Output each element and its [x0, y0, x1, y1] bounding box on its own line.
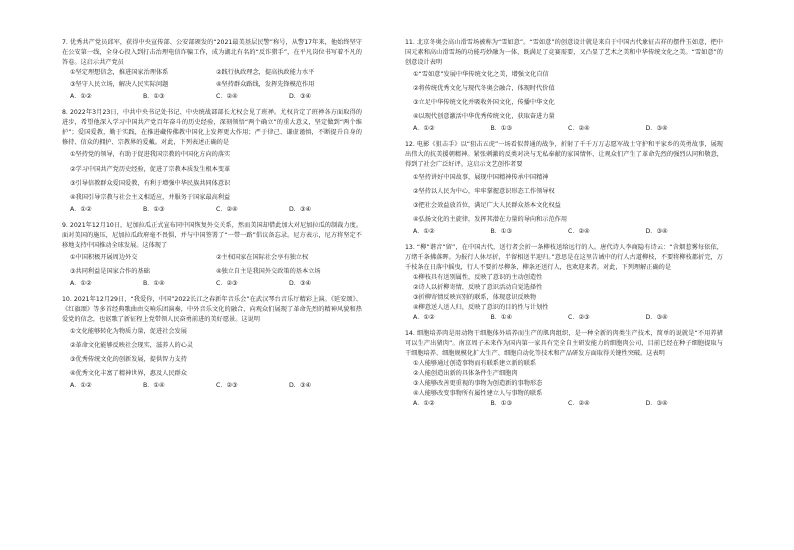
option: ②主权国家在国际社会享有独立权 — [216, 253, 309, 261]
option: ③人能够改善更重视的事物为创造新的事物形态 — [413, 380, 543, 388]
answer-choice: D．③④ — [645, 400, 668, 408]
question-stem: 8. 2022年3月23日，中共中央书记处书记、中央统战部部长尤权会见了班禅。尤权肯定了班禅各方面取得的进步，希望他深入学习中国共产党百年奋斗的历史经验，深刻领悟“两个确立”的重大意义，坚定做到“两个维护”；爱国爱教，勤于实践，在推进藏传佛教中国化上发挥更大作用；严于律己、谦虚谨慎，不断提升自身的修持、信众的拥护、宗教界的爱戴。对此，下列表述正确的是 — [62, 109, 362, 147]
option: ①坚持党的领导，有助于促进我国宗教的中国化方向的落实 — [70, 151, 231, 159]
option: ②坚持以人民为中心，牢牢掌握意识形态工作领导权 — [413, 187, 555, 195]
question-stem: 12. 电影《狙击手》以“狙击五虎”一场看似普通的战争，折射了千千万万志愿军战士守护和平家乡的英勇故事，展现出伟大的抗美援朝精神。紧张刺激的反类对决与无私奉献的家国情怀，让观众们产生了革命先烈的强烈认同和敬意，得到了社会广泛好评。这启示文艺创作者要 — [405, 141, 723, 169]
answer-choice: C．②④ — [216, 205, 238, 213]
option: ③引导信教群众爱国爱教，有利于增强中华民族共同体意识 — [70, 179, 231, 187]
answer-choice: D．③④ — [289, 93, 312, 101]
answer-choice: C．②③ — [216, 279, 238, 287]
answer-choice: C．②④ — [568, 227, 590, 235]
answer-choice: B．①③ — [490, 125, 513, 133]
question-8 — [62, 108, 362, 214]
answer-choice: C．②③ — [568, 314, 590, 322]
option: ①柳枝具有送别属性，反映了意识的主动创造性 — [413, 273, 543, 281]
option-row — [62, 253, 362, 263]
answer-choice: A．①② — [70, 279, 92, 287]
left-column — [62, 38, 362, 397]
option: ①“雪如意”发展中华传统文化之美，增强文化自信 — [413, 71, 549, 79]
question-12 — [405, 140, 723, 236]
answer-choices — [62, 381, 362, 391]
option: ②革命文化能够反映社会现实，滋养人的心灵 — [70, 342, 194, 350]
option: ④以现代创意激活中华优秀传统文化，获取奋进力量 — [413, 113, 555, 121]
option: ①中国积极开展周边外交 — [70, 253, 138, 261]
question-7 — [62, 38, 362, 102]
option: ②学习中国共产党历史经验，促进了宗教本质发生根本变革 — [70, 165, 231, 173]
question-stem: 13. “柳”谐音“留”，在中国古代，送行者会折一条柳枝送给远行的人。唐代诗人李商隐有诗云：“含烟惹雾每依依，万绪千条拂落晖。为报行人休尽折，半留相送半迎归。”意思是在这里告诫中的行人古道柳枝，不要将柳枝都折完，万千枝条在日落中摇曳，行人不要折尽柳条，柳条还送行人，也欢迎来者。对此，下列理解正确的是 — [405, 243, 723, 271]
answer-choice: B．①③ — [490, 227, 513, 235]
question-14 — [405, 329, 723, 409]
option: ②诗人以折柳寄情，反映了意识活动自觉选择性 — [413, 283, 543, 291]
answer-choice: D．③④ — [645, 227, 668, 235]
option: ④人能够改变事物所有属性建立人与事物的联系 — [413, 390, 543, 398]
option: ④柳意送人送人归，反映了意识的目的性与计划性 — [413, 304, 549, 312]
answer-choice: D．③④ — [289, 279, 312, 287]
option: ③立足中华传统文化并吸收外国文化，传播中华文化 — [413, 99, 555, 107]
option: ②践行执政理念，提高执政能力水平 — [216, 69, 315, 77]
option: ①人能够通过创造事物而有联系建立新的联系 — [413, 360, 537, 368]
question-stem: 9. 2021年12月10日，尼加拉瓜正式宣布同中国恢复外交关系，然而美国却借此加大对尼加拉瓜的制裁力度。面对美国的施压，尼加拉瓜政府毫不畏惧，并与中国签署了“一带一路”倡议备忘录。尼方表示，尼方将坚定不移地支持中国推动全球发展。这体现了 — [62, 221, 362, 249]
answer-choice: A．①② — [413, 125, 435, 133]
question-13 — [405, 243, 723, 323]
option: ②将传统优秀文化与现代冬奥会融合，体现时代价值 — [413, 85, 555, 93]
answer-choice: B．①④ — [490, 314, 513, 322]
answer-choice: C．②④ — [568, 125, 590, 133]
answer-choice: A．①② — [413, 227, 435, 235]
question-stem: 11. 北京冬奥会高山滑雪场被称为“雪如意”。“雪如意”的创意设计就是来自于中国古代象征吉祥的摆件玉如意，把中国元素和高山滑雪场的功能巧妙融为一体，既满足了竞赛需要，又凸显了艺术之美和中华传统文化之美。“雪如意”的创意设计表明 — [405, 39, 723, 67]
question-11 — [405, 38, 723, 134]
answer-choice: A．①② — [413, 314, 435, 322]
answer-choice: A．①② — [413, 400, 435, 408]
answer-choice: A．①② — [70, 93, 92, 101]
option: ①坚定理想信念，推进国家治理体系 — [70, 69, 169, 77]
answer-choices — [62, 279, 362, 289]
option: ③折柳寄情反映宾别的联系，体现意识反映物 — [413, 293, 537, 301]
answer-choices — [405, 313, 723, 323]
answer-choice: D．③④ — [289, 382, 312, 390]
option: ④弘扬文化的主旋律，发挥其潜在力量的导向和示范作用 — [413, 215, 568, 223]
option: ②人能创造出新的具体条件生产细胞肉 — [413, 370, 518, 378]
option: ①坚持讲好中国故事，展现中国精神传承中国精神 — [413, 173, 549, 181]
answer-choices — [62, 92, 362, 102]
option-row — [62, 80, 362, 90]
question-stem: 10. 2021年12月29日，“我爱你，中国”2022长江之春新年音乐会”在武汉琴台音乐厅精彩上演。《延安颂》、《红旗颂》等多首经典歌曲由交响乐团演奏，中外音乐文化的融合，向观众们展现了革命先烈的精神风貌和热爱党的信念，也讴歌了新征程上党带领人民奋勇前进的美好愿景。这说明 — [62, 295, 362, 324]
option: ③坚守人民立场，解决人民实际问题 — [70, 81, 169, 89]
option: ④独立自主是我国外交政策的基本立场 — [216, 267, 321, 275]
answer-choice: B．①③ — [490, 400, 513, 408]
answer-choices — [405, 124, 723, 134]
answer-choice: B．①③ — [143, 205, 165, 213]
answer-choice: C．②③ — [216, 382, 238, 390]
answer-choices — [62, 205, 362, 215]
question-stem: 14. 细胞培养肉是用动物干细胞体外培养而生产的肌肉组织，是一种全新的肉类生产技术，简单的说就是“不用养猪可以生产出猪肉”。南京周子未来作为国内第一家具有完全自主研发能力的细胞肉公司，目前已经在种子细胞提取与干细胞培养、细胞规模化扩大生产、细胞自动化等技术和产品研发方面取得关键性突破。这表明 — [405, 330, 723, 358]
answer-choice: C．②④ — [568, 400, 590, 408]
question-10 — [62, 295, 362, 391]
option: ④坚持群众路线，发挥先锋模范作用 — [216, 81, 315, 89]
answer-choice: B．①④ — [143, 382, 165, 390]
option: ④优秀文化丰富了精神世界，惠及人民群众 — [70, 370, 187, 378]
answer-choice: A．①② — [70, 382, 92, 390]
option: ③共同利益是国家合作的基础 — [70, 267, 150, 275]
option: ③把社会效益放首位，满足广大人民群众基本文化权益 — [413, 201, 561, 209]
answer-choice: D．③④ — [289, 205, 312, 213]
option: ③优秀传统文化的创新发展，提供智力支持 — [70, 356, 187, 364]
answer-choice: C．②④ — [216, 93, 238, 101]
right-column — [405, 38, 723, 416]
answer-choice: B．①④ — [143, 279, 165, 287]
answer-choices — [405, 227, 723, 237]
question-stem: 7. 优秀共产党员邱军，获得中央宣传部、公安部颁发的“2021最美基层民警”称号，从警17年来，他始终坚守在公安第一线，全身心投入到打击治理电信诈骗工作，成为湖北有名的“反诈猎手”，在平凡岗位书写着不凡的答卷。这启示共产党员 — [62, 39, 362, 67]
answer-choice: D．③④ — [645, 314, 668, 322]
option-row — [62, 267, 362, 277]
answer-choices — [405, 399, 723, 409]
answer-choice: B．①③ — [143, 93, 165, 101]
answer-choice: D．③④ — [645, 125, 668, 133]
option: ①文化能够转化为物质力量，促进社会发展 — [70, 328, 187, 336]
option: ④我国引导宗教与社会主义相适应，并服务于国家最高利益 — [70, 193, 231, 201]
question-9 — [62, 221, 362, 289]
answer-choice: A．①② — [70, 205, 92, 213]
option-row — [62, 68, 362, 78]
